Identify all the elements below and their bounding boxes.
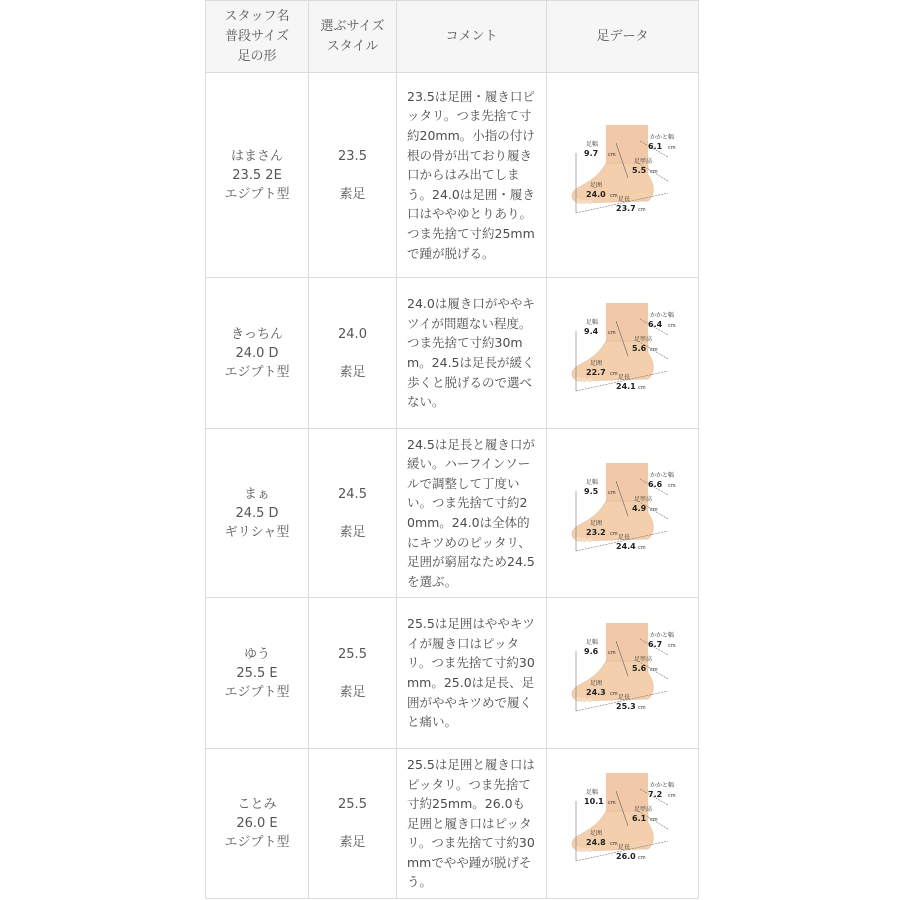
value-heel: 6.6 (647, 479, 662, 489)
value-instep: 4.9 (631, 503, 646, 513)
value-width: 9.7 (583, 148, 598, 158)
usual-size: 24.5 D (235, 505, 279, 521)
comment-cell (397, 598, 547, 749)
label-instep: 足甲高 (633, 157, 652, 165)
unit: cm (649, 817, 658, 823)
comment-cell (397, 278, 547, 429)
size-comparison-table (205, 0, 699, 899)
label-girth: 足囲 (589, 181, 602, 189)
toe-icon (581, 538, 587, 542)
header-row (206, 1, 699, 73)
toe-icon (581, 848, 587, 852)
unit: cm (637, 544, 646, 551)
label-instep: 足甲高 (633, 655, 652, 663)
value-instep: 5.6 (631, 343, 646, 353)
header-staff: スタッフ名 普段サイズ 足の形 (206, 1, 309, 73)
toe-icon (587, 378, 593, 382)
foot-data-cell (547, 749, 699, 899)
style: 素足 (339, 186, 366, 202)
label-width: 足幅 (585, 140, 598, 148)
label-girth: 足囲 (589, 359, 602, 367)
foot-diagram (568, 621, 678, 726)
foot-shape: エジプト型 (224, 186, 290, 202)
staff-cell (206, 749, 309, 899)
toe-icon (587, 698, 593, 702)
value-length: 23.7 (615, 203, 636, 213)
foot-shape: エジプト型 (224, 364, 290, 380)
foot-diagram (568, 771, 678, 876)
label-heel: かかと幅 (649, 311, 674, 319)
label-length: 足長 (617, 373, 630, 381)
unit: cm (649, 506, 658, 513)
foot-diagram (568, 461, 678, 566)
unit: cm (607, 151, 616, 158)
unit: cm (607, 800, 616, 806)
unit: cm (607, 489, 616, 496)
comment-text: 24.5は足長と履き口が緩い。ハーフインソールで調整して丁度いい。つま先捨て寸約20mm。24.0は全体的にキツめのピッタリ、足囲が窮屈なため24.5を選ぶ。 (407, 436, 535, 589)
label-length: 足長 (617, 195, 630, 203)
staff-row-4 (206, 598, 699, 749)
staff-cell (206, 429, 309, 598)
chosen-size: 25.5 (338, 797, 367, 812)
foot-shape: ギリシャ型 (224, 524, 290, 540)
staff-name: ゆう (243, 646, 270, 662)
unit: cm (667, 144, 676, 151)
header-comment: コメント (397, 1, 547, 73)
label-heel: かかと幅 (649, 133, 674, 141)
value-girth: 23.2 (585, 527, 606, 537)
value-length: 24.1 (615, 381, 636, 391)
foot-shape: エジプト型 (224, 684, 290, 700)
label-instep: 足甲高 (633, 335, 652, 343)
unit: cm (637, 704, 646, 711)
staff-cell (206, 278, 309, 429)
unit: cm (637, 855, 646, 861)
staff-cell (206, 598, 309, 749)
staff-name: ことみ (237, 797, 277, 812)
foot-data-cell (547, 598, 699, 749)
value-girth: 24.0 (585, 189, 606, 199)
unit: cm (667, 322, 676, 329)
staff-name: きっちん (230, 326, 283, 342)
header-size: 選ぶサイズ スタイル (309, 1, 397, 73)
usual-size: 23.5 2E (232, 167, 282, 183)
unit: cm (637, 384, 646, 391)
unit: cm (649, 666, 658, 673)
value-heel: 6.7 (647, 639, 662, 649)
unit: cm (667, 482, 676, 489)
label-length: 足長 (617, 693, 630, 701)
chosen-size: 24.0 (338, 326, 367, 342)
unit: cm (607, 329, 616, 336)
staff-name: はまさん (230, 148, 283, 164)
foot-shape: エジプト型 (224, 835, 290, 850)
staff-name: まぁ (243, 486, 270, 502)
size-cell (309, 73, 397, 278)
value-width: 9.6 (583, 646, 598, 656)
usual-size: 26.0 E (236, 816, 278, 831)
value-girth: 24.3 (585, 687, 606, 697)
unit: cm (637, 206, 646, 213)
chosen-size: 24.5 (338, 486, 367, 502)
value-heel: 6.4 (647, 319, 662, 329)
size-cell (309, 749, 397, 899)
toe-icon (581, 698, 587, 702)
staff-cell (206, 73, 309, 278)
label-instep: 足甲高 (633, 495, 652, 503)
staff-row-2 (206, 278, 699, 429)
staff-row-5 (206, 749, 699, 899)
unit: cm (609, 530, 618, 537)
comment-cell (397, 429, 547, 598)
style: 素足 (339, 684, 366, 700)
value-instep: 5.5 (631, 165, 646, 175)
unit: cm (607, 649, 616, 656)
comment-text: 23.5は足囲・履き口ピッタリ。つま先捨て寸約20mm。小指の付け根の骨が出ており履き口からはみ出てしまう。24.0は足囲・履き口はややゆとりあり。つま先捨て寸約25mmで踵が脱げる。 (407, 88, 535, 261)
chosen-size: 23.5 (338, 148, 367, 164)
foot-data-cell (547, 429, 699, 598)
value-girth: 24.8 (585, 838, 606, 847)
staff-row-1 (206, 73, 699, 278)
size-cell (309, 598, 397, 749)
comment-text: 25.5は足囲と履き口はピッタリ。つま先捨て寸約25mm。26.0も足囲と履き口はピッタリ。つま先捨て寸約30mmでやや踵が脱げそう。 (407, 756, 535, 890)
toe-icon (581, 378, 587, 382)
value-heel: 6.1 (647, 141, 662, 151)
value-width: 9.4 (583, 326, 598, 336)
label-width: 足幅 (585, 318, 598, 326)
toe-icon (587, 848, 593, 852)
label-heel: かかと幅 (649, 782, 674, 789)
label-girth: 足囲 (589, 679, 602, 687)
usual-size: 24.0 D (235, 345, 279, 361)
label-length: 足長 (617, 533, 630, 541)
label-width: 足幅 (585, 638, 598, 646)
foot-data-cell (547, 278, 699, 429)
label-instep: 足甲高 (633, 806, 652, 813)
comment-text: 24.0は履き口がややキツイが問題ない程度。つま先捨て寸約30mm。24.5は足長が緩く歩くと脱げるので選べない。 (407, 296, 535, 410)
comment-text: 25.5は足囲はややキツイが履き口はピッタリ。つま先捨て寸約30mm。25.0は足長、足囲がややキツめで履くと痛い。 (407, 616, 535, 730)
label-length: 足長 (617, 844, 630, 851)
unit: cm (667, 793, 676, 799)
staff-row-3 (206, 429, 699, 598)
value-length: 26.0 (615, 852, 636, 861)
toe-icon (581, 200, 587, 204)
unit: cm (609, 370, 618, 377)
value-length: 24.4 (615, 541, 636, 551)
size-cell (309, 429, 397, 598)
style: 素足 (339, 835, 366, 850)
unit: cm (609, 841, 618, 847)
unit: cm (609, 192, 618, 199)
foot-diagram (568, 123, 678, 228)
comment-cell (397, 749, 547, 899)
size-cell (309, 278, 397, 429)
label-girth: 足囲 (589, 519, 602, 527)
unit: cm (667, 642, 676, 649)
toe-icon (587, 538, 593, 542)
value-length: 25.3 (615, 701, 636, 711)
chosen-size: 25.5 (338, 646, 367, 662)
comment-cell (397, 73, 547, 278)
label-heel: かかと幅 (649, 471, 674, 479)
label-girth: 足囲 (589, 830, 602, 837)
value-girth: 22.7 (585, 367, 606, 377)
value-instep: 5.6 (631, 663, 646, 673)
value-width: 9.5 (583, 486, 598, 496)
unit: cm (609, 690, 618, 697)
unit: cm (649, 168, 658, 175)
value-instep: 6.1 (631, 814, 646, 823)
label-heel: かかと幅 (649, 631, 674, 639)
label-width: 足幅 (585, 789, 598, 796)
header-foot-data: 足データ (547, 1, 699, 73)
toe-icon (587, 200, 593, 204)
foot-data-cell (547, 73, 699, 278)
value-heel: 7.2 (647, 790, 662, 799)
value-width: 10.1 (583, 797, 604, 806)
foot-diagram (568, 301, 678, 406)
label-width: 足幅 (585, 478, 598, 486)
style: 素足 (339, 364, 366, 380)
unit: cm (649, 346, 658, 353)
style: 素足 (339, 524, 366, 540)
usual-size: 25.5 E (236, 665, 278, 681)
